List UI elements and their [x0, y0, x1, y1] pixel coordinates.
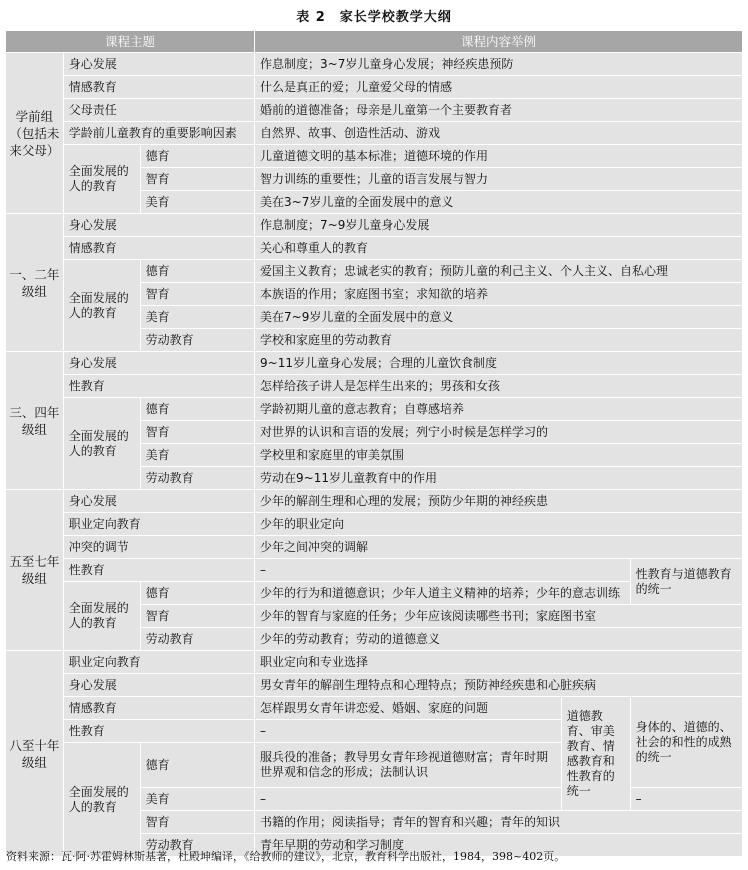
side-note-cell: 身体的、道德的、社会的和性的成熟的统一 — [631, 697, 742, 787]
content-cell: 学校里和家庭里的审美氛围 — [255, 444, 742, 466]
topic-cell: 身心发展 — [64, 53, 254, 75]
group-label: 五至七年级组 — [6, 490, 63, 650]
topic-cell: 冲突的调节 — [64, 536, 254, 558]
header-topic: 课程主题 — [6, 31, 254, 52]
content-cell: 服兵役的准备；教导男女青年珍视道德财富；青年时期世界观和信念的形成；法制认识 — [255, 743, 561, 787]
content-cell: 本族语的作用；家庭图书室；求知欲的培养 — [255, 283, 742, 305]
table-row — [6, 76, 742, 98]
content-cell: 男女青年的解剖生理特点和心理特点；预防神经疾患和心脏疾病 — [255, 674, 742, 696]
group-label: 一、二年级组 — [6, 214, 63, 351]
all-round-label: 全面发展的人的教育 — [64, 582, 140, 650]
table-row — [6, 398, 742, 420]
all-round-label: 全面发展的人的教育 — [64, 260, 140, 351]
subtopic-cell: 劳动教育 — [141, 467, 254, 489]
subtopic-cell: 美育 — [141, 444, 254, 466]
topic-cell: 性教育 — [64, 559, 254, 581]
group-label: 八至十年级组 — [6, 651, 63, 856]
content-cell: 智力训练的重要性；儿童的语言发展与智力 — [255, 168, 742, 190]
content-cell: 少年之间冲突的调解 — [255, 536, 742, 558]
topic-cell: 身心发展 — [64, 352, 254, 374]
topic-cell: 情感教育 — [64, 237, 254, 259]
subtopic-cell: 智育 — [141, 605, 254, 627]
table-row — [6, 490, 742, 512]
table-row — [6, 697, 742, 719]
content-cell: 婚前的道德准备；母亲是儿童第一个主要教育者 — [255, 99, 742, 121]
source-note: 资料来源：瓦·阿·苏霍姆林斯基著，杜殿坤编译，《给教师的建议》，北京，教育科学出版社，1984，398~402页。 — [6, 850, 566, 863]
table-row — [6, 237, 742, 259]
content-cell: 怎样给孩子讲人是怎样生出来的；男孩和女孩 — [255, 375, 742, 397]
content-cell: 学龄初期儿童的意志教育；自尊感培养 — [255, 398, 742, 420]
content-cell: 对世界的认识和言语的发展；列宁小时候是怎样学习的 — [255, 421, 742, 443]
table-row — [6, 536, 742, 558]
subtopic-cell: 德育 — [141, 743, 254, 787]
table-row — [6, 260, 742, 282]
subtopic-cell: 美育 — [141, 306, 254, 328]
table-row — [6, 674, 742, 696]
subtopic-cell: 美育 — [141, 191, 254, 213]
content-cell: 青年早期的劳动和学习制度 — [255, 834, 742, 856]
content-cell: 作息制度；7~9岁儿童身心发展 — [255, 214, 742, 236]
content-cell: 作息制度；3~7岁儿童身心发展；神经疾患预防 — [255, 53, 742, 75]
content-cell: 爱国主义教育；忠诚老实的教育；预防儿童的利己主义、个人主义、自私心理 — [255, 260, 742, 282]
subtopic-cell: 德育 — [141, 398, 254, 420]
topic-cell: 身心发展 — [64, 214, 254, 236]
content-cell: 少年的行为和道德意识；少年人道主义精神的培养；少年的意志训练 — [255, 582, 630, 604]
topic-cell: 身心发展 — [64, 490, 254, 512]
content-cell: 美在3~7岁儿童的全面发展中的意义 — [255, 191, 742, 213]
topic-cell: 情感教育 — [64, 76, 254, 98]
subtopic-cell: 智育 — [141, 421, 254, 443]
content-cell: 自然界、故事、创造性活动、游戏 — [255, 122, 742, 144]
all-round-label: 全面发展的人的教育 — [64, 145, 140, 213]
content-cell: – — [255, 720, 561, 742]
subtopic-cell: 劳动教育 — [141, 834, 254, 856]
side-note-cell: 道德教育、审美教育、情感教育和性教育的统一 — [562, 697, 630, 810]
header-content: 课程内容举例 — [255, 31, 742, 52]
subtopic-cell: 劳动教育 — [141, 628, 254, 650]
subtopic-cell: 美育 — [141, 788, 254, 810]
side-note-cell: 性教育与道德教育的统一 — [631, 559, 742, 604]
subtopic-cell: 德育 — [141, 582, 254, 604]
subtopic-cell: 智育 — [141, 811, 254, 833]
table-row — [6, 145, 742, 167]
content-cell: 少年的职业定向 — [255, 513, 742, 535]
topic-cell: 身心发展 — [64, 674, 254, 696]
content-cell: 劳动在9~11岁儿童教育中的作用 — [255, 467, 742, 489]
content-cell: 职业定向和专业选择 — [255, 651, 742, 673]
content-cell: 9~11岁儿童身心发展；合理的儿童饮食制度 — [255, 352, 742, 374]
subtopic-cell: 德育 — [141, 260, 254, 282]
content-cell: – — [255, 788, 561, 810]
topic-cell: 职业定向教育 — [64, 513, 254, 535]
topic-cell: 父母责任 — [64, 99, 254, 121]
content-cell: 关心和尊重人的教育 — [255, 237, 742, 259]
table-row — [6, 352, 742, 374]
subtopic-cell: 劳动教育 — [141, 329, 254, 351]
content-cell: 学校和家庭里的劳动教育 — [255, 329, 742, 351]
course-outline-table — [5, 30, 743, 857]
content-cell: 少年的智育与家庭的任务；少年应该阅读哪些书刊；家庭图书室 — [255, 605, 742, 627]
table-title: 表 2 家长学校教学大纲 — [296, 10, 452, 25]
subtopic-cell: 智育 — [141, 283, 254, 305]
group-label: 三、四年级组 — [6, 352, 63, 489]
topic-cell: 性教育 — [64, 375, 254, 397]
table-row — [6, 513, 742, 535]
topic-cell: 性教育 — [64, 720, 254, 742]
table-row — [6, 375, 742, 397]
subtopic-cell: 德育 — [141, 145, 254, 167]
all-round-label: 全面发展的人的教育 — [64, 398, 140, 489]
content-cell: 什么是真正的爱；儿童爱父母的情感 — [255, 76, 742, 98]
content-cell: – — [255, 559, 630, 581]
table-row — [6, 53, 742, 75]
subtopic-cell: 智育 — [141, 168, 254, 190]
table-row — [6, 122, 742, 144]
content-cell: 书籍的作用；阅读指导；青年的智育和兴趣；青年的知识 — [255, 811, 742, 833]
group-label: 学前组（包括未来父母） — [6, 53, 63, 213]
table-row — [6, 559, 742, 581]
topic-cell: 学龄前儿童教育的重要影响因素 — [64, 122, 254, 144]
content-cell: 儿童道德文明的基本标准；道德环境的作用 — [255, 145, 742, 167]
content-cell: 美在7~9岁儿童的全面发展中的意义 — [255, 306, 742, 328]
table-row — [6, 99, 742, 121]
content-cell: 少年的解剖生理和心理的发展；预防少年期的神经疾患 — [255, 490, 742, 512]
all-round-label: 全面发展的人的教育 — [64, 743, 140, 856]
content-cell: 怎样跟男女青年讲恋爱、婚姻、家庭的问题 — [255, 697, 561, 719]
side-dash-cell: – — [631, 788, 742, 810]
table-row — [6, 651, 742, 673]
topic-cell: 职业定向教育 — [64, 651, 254, 673]
topic-cell: 情感教育 — [64, 697, 254, 719]
content-cell: 少年的劳动教育；劳动的道德意义 — [255, 628, 742, 650]
table-row — [6, 214, 742, 236]
